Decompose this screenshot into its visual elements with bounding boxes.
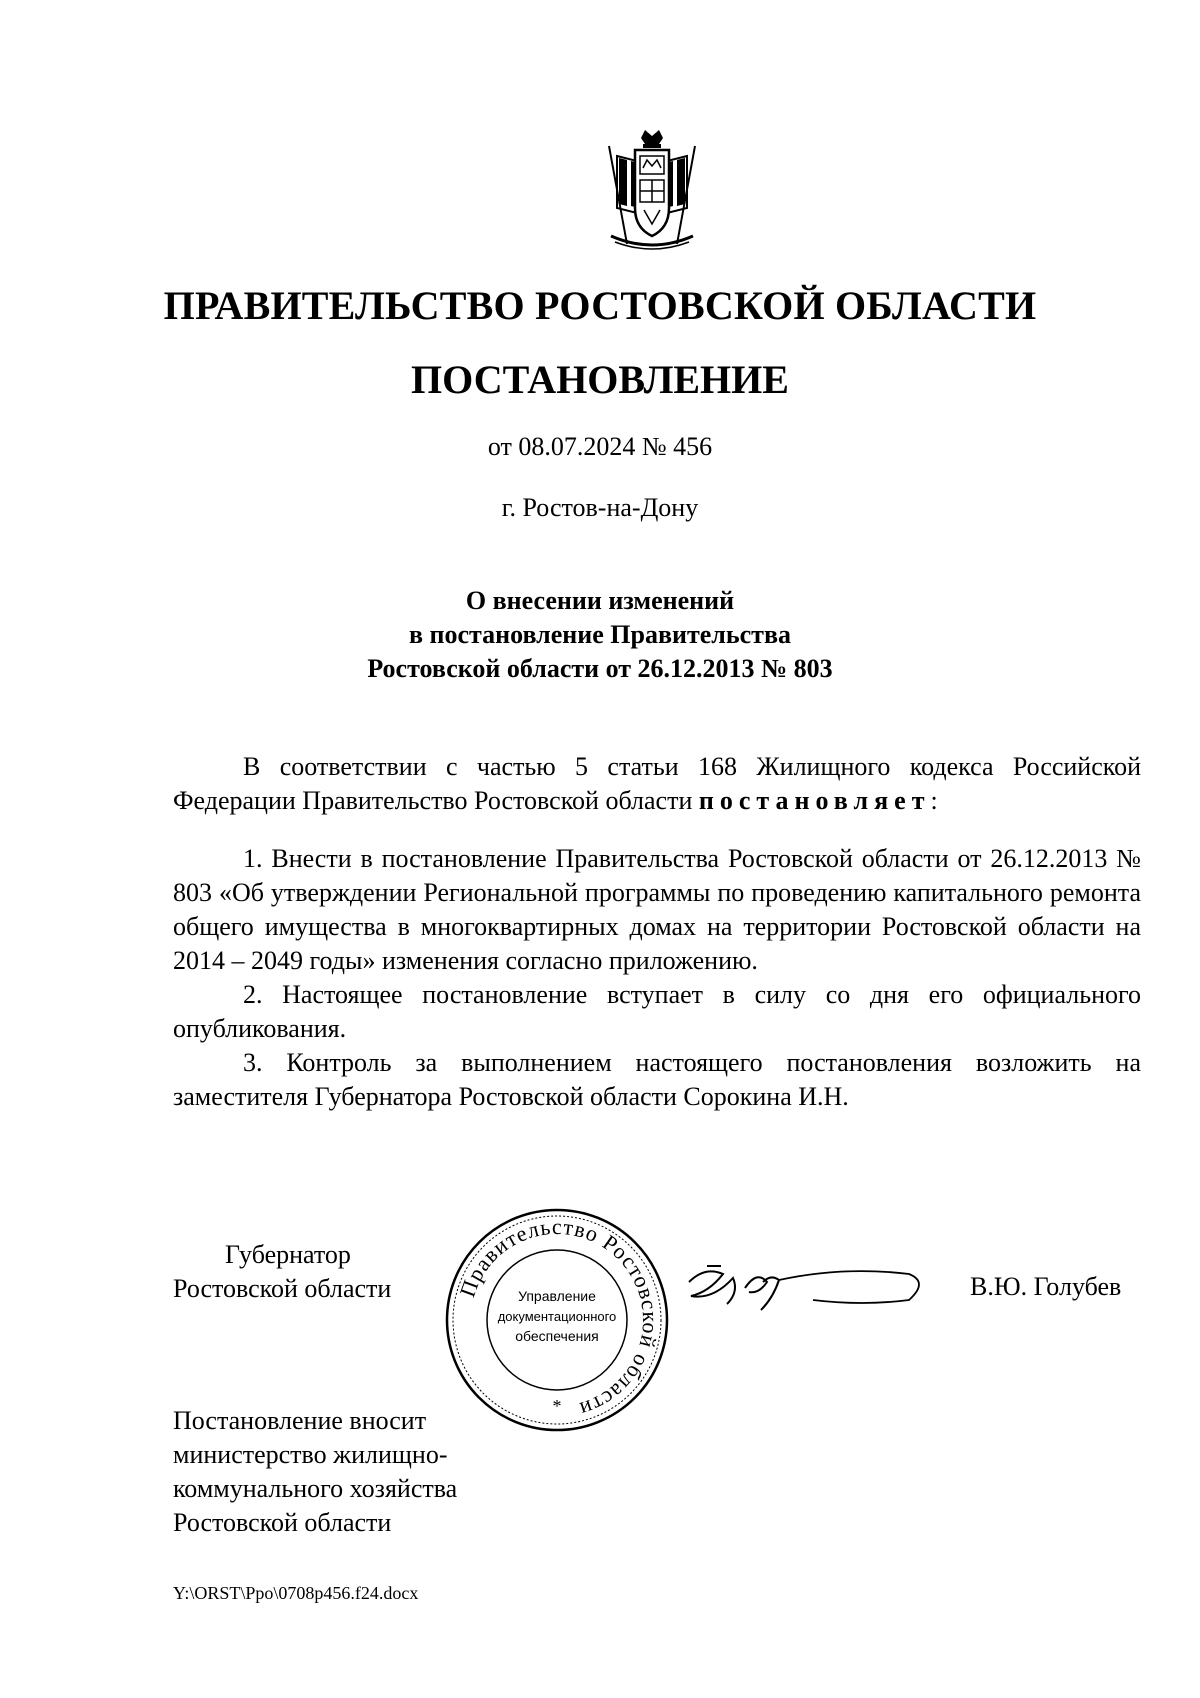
rostov-oblast-coat-of-arms-icon xyxy=(597,128,707,256)
document-subject xyxy=(0,584,1200,686)
signer-name: В.Ю. Голубев xyxy=(970,1272,1122,1301)
seal-center-line: документационного xyxy=(497,1309,617,1324)
submitted-by-line: министерство жилищно- xyxy=(173,1440,448,1469)
item-paragraph-3: 3. Контроль за выполнением настоящего постановления возложить на заместителя Губернатора Ростовской области Сорокина И.Н. xyxy=(173,1048,1141,1111)
seal-center-line: Управление xyxy=(518,1288,596,1304)
subject-line: Ростовской области от 26.12.2013 № 803 xyxy=(367,654,833,683)
preamble-text: В соответствии с частью 5 статьи 168 Жилищного кодекса Российской Федерации Правительство Ростовской области xyxy=(173,752,1141,815)
seal-ring-text: Правительство Ростовской области xyxy=(454,1213,664,1423)
item-paragraph-2: 2. Настоящее постановление вступает в силу со дня его официального опубликования. xyxy=(173,980,1141,1043)
signer-position xyxy=(173,1238,391,1306)
decree-word: постановляет xyxy=(698,786,931,815)
submitted-by-block xyxy=(173,1404,457,1540)
seal-center-line: обеспечения xyxy=(515,1328,599,1344)
preamble-colon: : xyxy=(930,786,938,815)
organization-title: ПРАВИТЕЛЬСТВО РОСТОВСКОЙ ОБЛАСТИ xyxy=(163,283,1037,328)
submitted-by-line: Ростовской области xyxy=(173,1508,392,1537)
subject-line: О внесении изменений xyxy=(465,586,735,615)
official-seal xyxy=(442,1205,672,1435)
handwritten-signature xyxy=(683,1252,933,1322)
document-date-number: от 08.07.2024 № 456 xyxy=(487,432,713,461)
submitted-by-line: коммунального хозяйства xyxy=(173,1474,458,1503)
document-city: г. Ростов-на-Дону xyxy=(501,493,699,522)
item-paragraph-1: 1. Внести в постановление Правительства Ростовской области от 26.12.2013 № 803 «Об утверждении Региональной программы по проведению капитального ремонта общего имущества в многоквартирных домах на территории Ростовской области на 2014 – 2049 годы» изменения согласно приложению. xyxy=(173,844,1141,975)
signer-position-line: Ростовской области xyxy=(173,1274,392,1303)
subject-line: в постановление Правительства xyxy=(408,620,791,649)
document-body xyxy=(173,750,1141,1114)
preamble-paragraph xyxy=(173,750,1141,818)
signer-position-line: Губернатор xyxy=(225,1240,351,1269)
submitted-by-line: Постановление вносит xyxy=(173,1406,427,1435)
file-path: Y:\ORST\Ppo\0708p456.f24.docx xyxy=(173,1583,419,1603)
document-type-heading: ПОСТАНОВЛЕНИЕ xyxy=(411,357,789,402)
seal-star: * xyxy=(552,1396,562,1416)
